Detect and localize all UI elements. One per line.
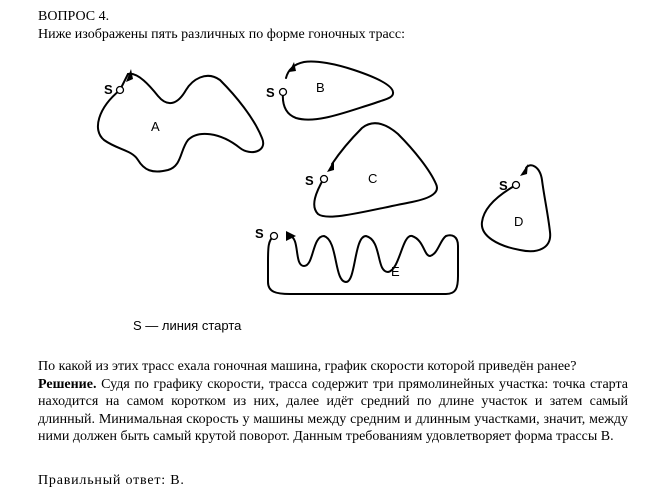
track-a — [98, 69, 263, 172]
solution-block — [38, 376, 628, 446]
track-label-d: D — [514, 214, 524, 229]
start-mark-d: S — [499, 178, 508, 193]
start-mark-a: S — [104, 82, 113, 97]
start-mark-c: S — [305, 173, 314, 188]
track-label-c: C — [368, 171, 378, 186]
question-prompt: По какой из этих трасс ехала гоночная машина, график скорости которой приведён ранее? — [38, 359, 577, 374]
track-c — [305, 123, 437, 216]
question-heading: ВОПРОС 4. — [38, 9, 110, 24]
solution-title: Решение. — [38, 377, 97, 392]
start-mark-e: S — [255, 226, 264, 241]
track-b — [266, 61, 393, 119]
start-line-legend: S — линия старта — [133, 318, 242, 333]
track-e — [255, 226, 458, 294]
track-label-a: A — [151, 119, 160, 134]
question-intro: Ниже изображены пять различных по форме гоночных трасс: — [38, 27, 405, 42]
track-label-b: B — [316, 80, 325, 95]
start-mark-b: S — [266, 85, 275, 100]
solution-text: Судя по графику скорости, трасса содержит три прямолинейных участка: точка старта находится на самом коротком из них, далее идёт средний по длине участок и затем самый длинный. Минимальная скорость у машины между средним и длинным участками, значит, между ними должен быть самый крутой поворот. Данным требованиям удовлетворяет форма трассы B. — [38, 377, 629, 445]
correct-answer: Правильный ответ: В. — [38, 473, 185, 488]
track-label-e: E — [391, 264, 400, 279]
track-d — [482, 164, 550, 251]
